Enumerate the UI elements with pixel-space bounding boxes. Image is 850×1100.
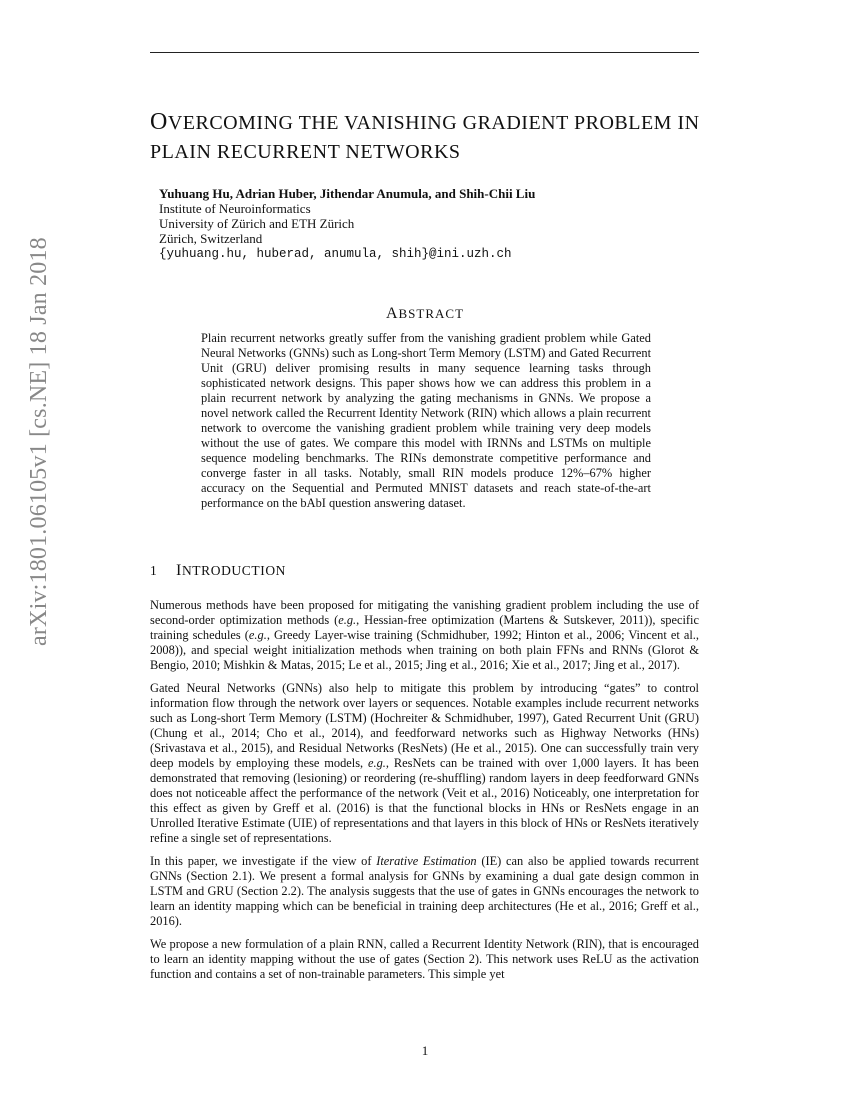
body-text — [150, 598, 699, 990]
text-run: (IE) can also be applied towards recurrent GNNs (Section 2.1). We present a formal analysis for GNNs by examining a dual gate design common in LSTM and GRU (Section 2.2). The analysis suggests that the use of gates in GNNs encourages the network to learn an identity mapping which can be beneficial in training deep architectures (He et al., 2016; Greff et al., 2016). — [150, 854, 699, 928]
author-emails: {yuhuang.hu, huberad, anumula, shih}@ini.uzh.ch — [159, 247, 512, 261]
author-names: Yuhuang Hu, Adrian Huber, Jithendar Anumula, and Shih-Chii Liu — [159, 186, 536, 201]
italic-run: e.g. — [338, 613, 357, 627]
section-title-initial: I — [176, 562, 182, 579]
text-run: , Hessian-free optimization (Martens & Sutskever, 2011)), specific training schedules ( — [150, 613, 699, 642]
section-number: 1 — [150, 563, 158, 578]
text-run: , Greedy Layer-wise training (Schmidhuber, 1992; Hinton et al., 2006; Vincent et al., 2008)), and special weight initialization methods when training on both plain FFNs and RNNs (Glorot & Bengio, 2010; Mishkin & Matas, 2015; Le et al., 2015; Jing et al., 2016; Xie et al., 2017; Jing et al., 2017). — [150, 628, 699, 672]
paper-title — [150, 108, 750, 167]
affiliation-line: University of Zürich and ETH Zürich — [159, 216, 355, 231]
text-run: In this paper, we investigate if the view of — [150, 854, 377, 868]
text-run: Gated Neural Networks (GNNs) also help to mitigate this problem by introducing “gates” to control information flow through the network over layers or sequences. Notable examples include recurrent networks such as Long-short Term Memory (LSTM) (Hochreiter & Schmidhuber, 1997), Gated Recurrent Unit (GRU) (Chung et al., 2014; Cho et al., 2014), and feedforward networks such as Highway Networks (HNs) (Srivastava et al., 2015), and Residual Networks (ResNets) (He et al., 2015). One can successfully train very deep models by employing these models, — [150, 681, 699, 770]
title-line-1 — [150, 108, 750, 138]
abstract-heading-initial: A — [385, 305, 399, 322]
italic-run: Iterative Estimation — [376, 854, 477, 868]
abstract-heading — [0, 305, 850, 323]
italic-run: e.g. — [248, 628, 267, 642]
paragraph-3 — [150, 854, 699, 929]
paragraph-2 — [150, 681, 699, 846]
affiliation-line: Zürich, Switzerland — [159, 231, 263, 246]
title-line-2: PLAIN RECURRENT NETWORKS — [150, 141, 461, 163]
text-run: , ResNets can be trained with over 1,000 layers. It has been demonstrated that removing (lesioning) or reordering (re-shuffling) random layers in deep feedforward GNNs does not noticeable affect the performance of the network (Veit et al., 2016) Noticeably, one interpretation for this effect as given by Greff et al. (2016) is that the functional blocks in HNs or ResNets engage in an Unrolled Iterative Estimate (UIE) of representations and that layers in this block of HNs or ResNets iteratively refine a single set of representations. — [150, 756, 699, 845]
author-block — [159, 186, 535, 262]
paragraph-1 — [150, 598, 699, 673]
section-title-rest: NTRODUCTION — [181, 563, 287, 578]
affiliation-line: Institute of Neuroinformatics — [159, 201, 311, 216]
text-run: Numerous methods have been proposed for mitigating the vanishing gradient problem including the use of second-order optimization methods ( — [150, 598, 699, 627]
header-rule — [150, 52, 699, 53]
title-initial: O — [150, 109, 168, 135]
section-heading — [150, 562, 286, 580]
abstract-text: Plain recurrent networks greatly suffer from the vanishing gradient problem while Gated Neural Networks (GNNs) such as Long-short Term Memory (LSTM) and Gated Recurrent Unit (GRU) deliver promising results in many sequence learning tasks through sophisticated network designs. This paper shows how we can address this problem in a plain recurrent network by analyzing the gating mechanisms in GNNs. We propose a novel network called the Recurrent Identity Network (RIN) which allows a plain recurrent network to overcome the vanishing gradient problem while training very deep models without the use of gates. We compare this model with IRNNs and LSTMs on multiple sequence modeling benchmarks. The RINs demonstrate competitive performance and converge faster in all tasks. Notably, small RIN models produce 12%–67% higher accuracy on the Sequential and Permuted MNIST datasets and reach state-of-the-art performance on the bAbI question answering dataset. — [201, 331, 652, 510]
arxiv-identifier: arXiv:1801.06105v1 [cs.NE] 18 Jan 2018 — [26, 237, 52, 646]
paragraph-4: We propose a new formulation of a plain RNN, called a Recurrent Identity Network (RIN), that is encouraged to learn an identity mapping without the use of gates (Section 2). This network uses ReLU as the activation function and contains a set of non-trainable parameters. This simple yet — [150, 937, 699, 981]
page-number: 1 — [421, 1043, 429, 1058]
abstract-heading-rest: BSTRACT — [398, 306, 465, 321]
italic-run: e.g. — [368, 756, 386, 770]
title-line-1-rest: VERCOMING THE VANISHING GRADIENT PROBLEM IN — [167, 112, 700, 134]
